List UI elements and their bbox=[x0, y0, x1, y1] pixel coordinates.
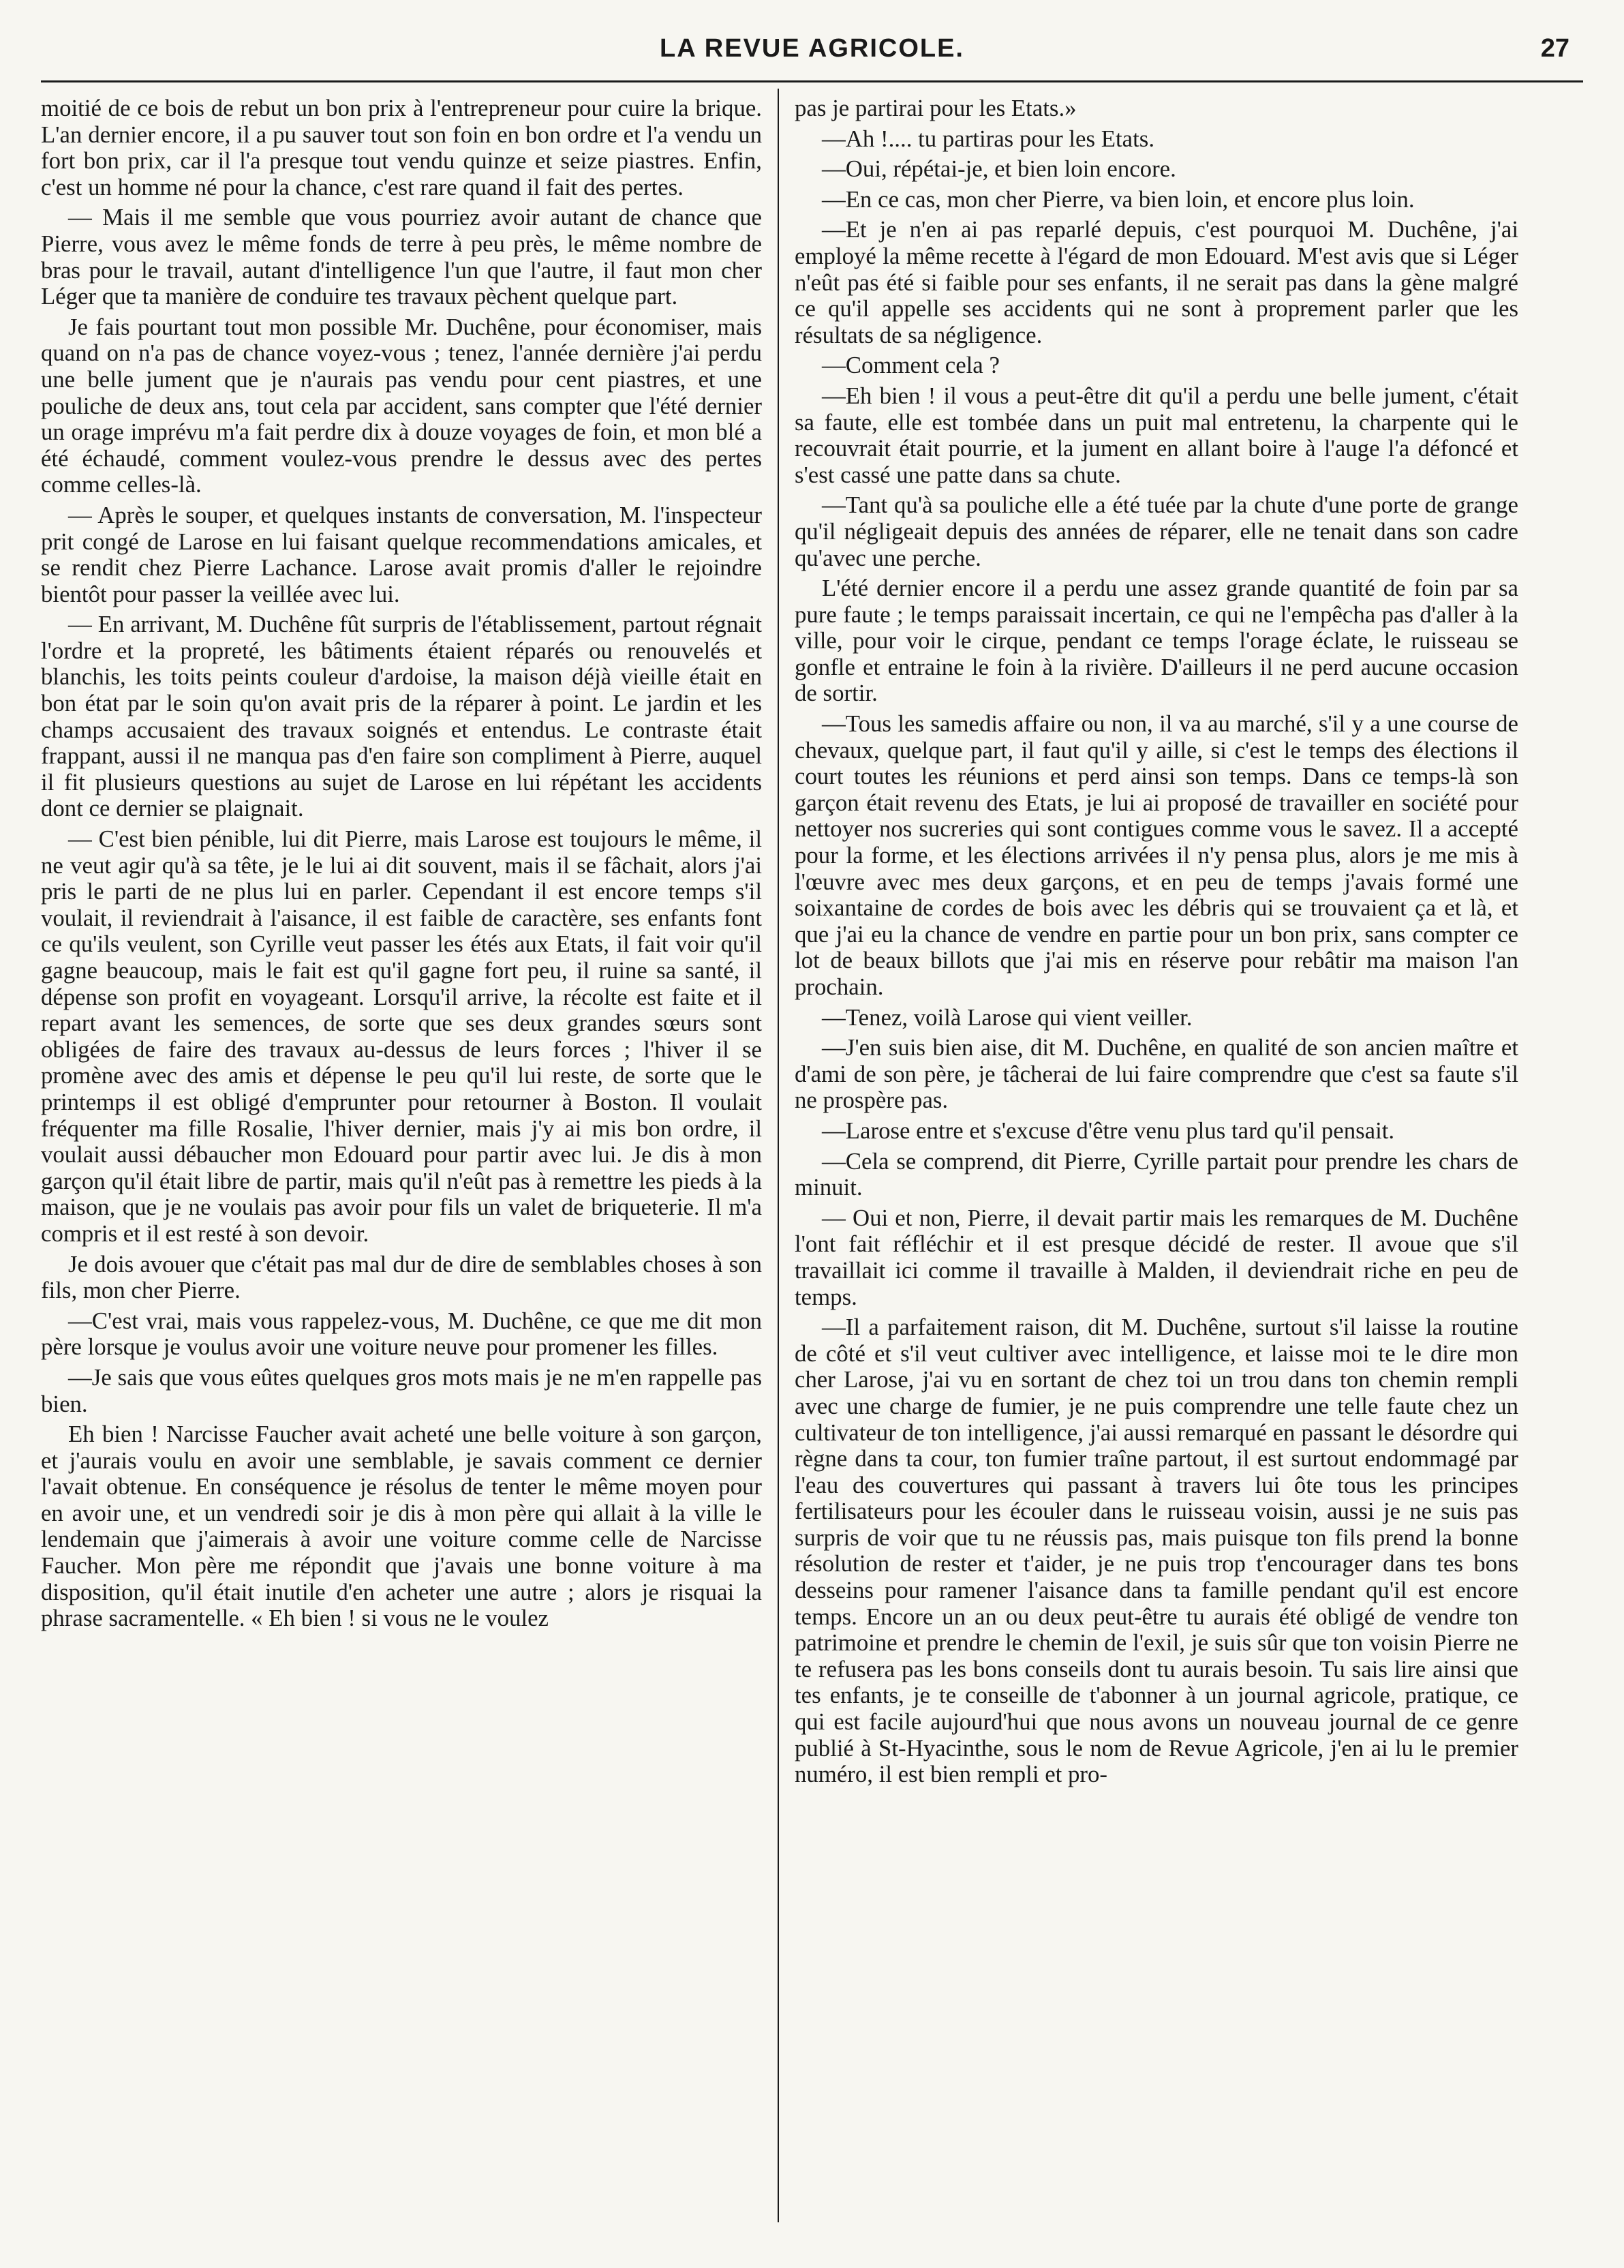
paragraph: moitié de ce bois de rebut un bon prix à l'entrepreneur pour cuire la brique. L'an dernier encore, il a pu sauver tout son foin en bon ordre et l'a vendu un fort bon prix, car il l'a presque tout vendu quinze et seize piastres. Enfin, c'est un homme né pour la chance, c'est rare quand il fait des pertes. bbox=[41, 95, 762, 200]
paragraph: —Oui, répétai-je, et bien loin encore. bbox=[822, 155, 1176, 183]
paragraph: —Cela se comprend, dit Pierre, Cyrille partait pour prendre les chars de minuit. bbox=[795, 1147, 1518, 1201]
paragraph: —Il a parfaitement raison, dit M. Duchêne, surtout s'il laisse la routine de côté et s'il veut cultiver avec intelligence, et laisse moi te le dire mon cher Larose, j'ai vu en sortant de chez toi un trou dans ton chemin rempli avec une charge de fumier, je ne puis comprendre une telle faute chez un cultivateur de ton intelligence, j'ai aussi remarqué en passant le désordre qui règne dans ta cour, ton fumier traîne partout, il est surtout endommagé par l'eau des couvertures qui passant à travers lui ôte tous les principes fertilisateurs pour les écouler dans le ruisseau voisin, aussi je ne suis pas surpris de voir que tu ne réussis pas, mais puisque ton fils prend la bonne résolution de rester et t'aider, je ne puis trop t'encourager dans tes bons desseins pour ramener l'aisance dans ta famille pendant qu'il est encore temps. Encore un an ou deux peut-être tu aurais été obligé de vendre ton patrimoine et prendre le chemin de l'exil, je suis sûr que ton voisin Pierre ne te refusera pas les bons conseils dont tu aurais besoin. Tu sais lire ainsi que tes enfants, je te conseille de t'abonner à un journal agricole, pratique, ce qui est facile aujourd'hui que nous avons un nouveau journal de ce genre publié à St-Hyacinthe, sous le nom de Revue Agricole, j'en ai lu le premier numéro, il est bien rempli et pro- bbox=[795, 1314, 1518, 1788]
page-header bbox=[41, 26, 1583, 82]
paragraph: —Tous les samedis affaire ou non, il va au marché, s'il y a une course de chevaux, quelque part, il faut qu'il y aille, si c'est le temps des élections il court toutes les réunions et perd ainsi son temps. Dans ce temps-là son garçon était revenu des Etats, je lui ai proposé de travailler en société pour nettoyer nos sucreries qui sont contigues comme vous le savez. Il a accepté pour la forme, et les élections arrivées il n'y pensa plus, alors je me mis à l'œuvre avec mes deux garçons, et en peu de temps j'avais formé une soixantaine de cordes de bois avec les débris qui se trouvaient ça et là, et que j'ai eu la chance de vendre en partie pour un bon prix, sans compter ce lot de beaux billots que j'ai mis en réserve pour rebâtir ma maison l'an prochain. bbox=[795, 710, 1518, 1000]
paragraph: — Oui et non, Pierre, il devait partir mais les remarques de M. Duchêne l'ont fait réfléchir et il est presque décidé de rester. Il avoue que s'il travaillait ici comme il travaille à Malden, il deviendrait riche en peu de temps. bbox=[795, 1204, 1518, 1310]
paragraph: —Ah !.... tu partiras pour les Etats. bbox=[822, 125, 1155, 152]
journal-title: LA REVUE AGRICOLE. bbox=[660, 34, 964, 63]
paragraph: —Tant qu'à sa pouliche elle a été tuée par la chute d'une porte de grange qu'il négligeait depuis des années de réparer, elle ne tenait dans son cadre qu'avec une perche. bbox=[795, 492, 1518, 571]
column-divider bbox=[778, 89, 779, 2222]
paragraph: — En arrivant, M. Duchêne fût surpris de l'établissement, partout régnait l'ordre et la propreté, les bâtiments étaient réparés ou renouvelés et blanchis, les toits peints couleur d'ardoise, la maison déjà vieille était en bon état par le soin qu'on avait pris de la réparer à point. Le jardin et les champs accusaient des travaux soignés et entendus. Le contraste était frappant, aussi il ne manqua pas d'en faire son compliment à Pierre, auquel il fit plusieurs questions au sujet de Larose en lui répétant les accidents dont ce dernier se plaignait. bbox=[41, 611, 762, 822]
paragraph: Eh bien ! Narcisse Faucher avait acheté une belle voiture à son garçon, et j'aurais voulu en avoir une semblable, je savais comment ce dernier l'avait obtenue. En conséquence je résolus de tenter le même moyen pour en avoir une, et un vendredi soir je dis à mon père qui allait à la ville le lendemain que j'aimerais à avoir une voiture comme celle de Narcisse Faucher. Mon père me répondit que j'avais une bonne voiture à ma disposition, qu'il était inutile d'en acheter une autre ; alors je risquai la phrase sacramentelle. « Eh bien ! si vous ne le voulez bbox=[41, 1421, 762, 1632]
paragraph: — C'est bien pénible, lui dit Pierre, mais Larose est toujours le même, il ne veut agir qu'à sa tête, je le lui ai dit souvent, mais il se fâchait, alors j'ai pris le parti de ne plus lui en parler. Cependant il est encore temps s'il voulait, il reviendrait à l'aisance, il est faible de caractère, ses enfants font ce qu'ils veulent, son Cyrille veut passer les étés aux Etats, il fait voir qu'il gagne beaucoup, mais le fait est qu'il gagne fort peu, il ruine sa santé, il dépense son profit en voyageant. Lorsqu'il arrive, la récolte est faite et il repart avant les semences, de sorte que ses deux grandes sœurs sont obligées de faire des travaux au-dessus de leurs forces ; l'hiver il se promène avec des amis et dépense le peu qu'il lui reste, de sorte que le printemps il est obligé d'emprunter pour retourner à Boston. Il voulait fréquenter ma fille Rosalie, l'hiver dernier, mais j'y ai mis bon ordre, il voulait aussi débaucher mon Edouard pour partir avec lui. Je dis à mon garçon qu'il était libre de partir, mais qu'il n'eût pas à remettre les pieds à la maison, que je ne voulais pas avoir pour fils un valet de briqueterie. Il m'a compris et il est resté à son devoir. bbox=[41, 826, 762, 1247]
left-column bbox=[41, 95, 762, 2222]
paragraph: —En ce cas, mon cher Pierre, va bien loin, et encore plus loin. bbox=[822, 185, 1415, 213]
paragraph: —Larose entre et s'excuse d'être venu plus tard qu'il pensait. bbox=[822, 1117, 1395, 1144]
paragraph: —Tenez, voilà Larose qui vient veiller. bbox=[822, 1003, 1193, 1031]
paragraph: —Et je n'en ai pas reparlé depuis, c'est pourquoi M. Duchêne, j'ai employé la même recette à l'égard de mon Edouard. M'est avis que si Léger n'eût pas été si faible pour ses enfants, il ne serait pas dans la gène malgré ce qu'il appelle ses accidents qui ne sont à proprement parler que les résultats de sa négligence. bbox=[795, 216, 1518, 348]
paragraph: Je fais pourtant tout mon possible Mr. Duchêne, pour économiser, mais quand on n'a pas de chance voyez-vous ; tenez, l'année dernière j'ai perdu une belle jument que je n'aurais pas vendu pour cent piastres, et une pouliche de deux ans, tout cela par accident, sans compter que l'été dernier un orage imprévu m'a fait perdre dix à douze voyages de foin, et mon blé a été échaudé, comment voulez-vous prendre le dessus avec des pertes comme celles-là. bbox=[41, 313, 762, 498]
paragraph: —Comment cela ? bbox=[822, 352, 1000, 379]
page-number: 27 bbox=[1540, 34, 1569, 63]
paragraph: —J'en suis bien aise, dit M. Duchêne, en qualité de son ancien maître et d'ami de son père, je tâcherai de lui faire comprendre que c'est sa faute s'il ne prospère pas. bbox=[795, 1034, 1518, 1114]
paragraph: pas je partirai pour les Etats.» bbox=[795, 95, 1077, 121]
paragraph: — Après le souper, et quelques instants de conversation, M. l'inspecteur prit congé de Larose en lui faisant quelque recommendations amicales, et se rendit chez Pierre Lachance. Larose avait promis d'aller le rejoindre bientôt pour passer la veillée avec lui. bbox=[41, 501, 762, 607]
paragraph: Je dois avouer que c'était pas mal dur de dire de semblables choses à son fils, mon cher Pierre. bbox=[41, 1250, 762, 1304]
paragraph: — Mais il me semble que vous pourriez avoir autant de chance que Pierre, vous avez le même fonds de terre à peu près, le même nombre de bras pour le travail, autant d'intelligence l'un que l'autre, il faut mon cher Léger que ta manière de conduire tes travaux pèchent quelque part. bbox=[41, 204, 762, 310]
right-column bbox=[795, 95, 1518, 2222]
paragraph: L'été dernier encore il a perdu une assez grande quantité de foin par sa pure faute ; le temps paraissait incertain, ce qui ne l'empêcha pas d'aller à la ville, pour voir le cirque, pendant ce temps l'orage éclate, le ruisseau se gonfle et entraine le foin à la rivière. D'ailleurs il ne perd aucune occasion de sortir. bbox=[795, 575, 1518, 707]
paragraph: —Je sais que vous eûtes quelques gros mots mais je ne m'en rappelle pas bien. bbox=[41, 1363, 762, 1417]
paragraph: —C'est vrai, mais vous rappelez-vous, M. Duchêne, ce que me dit mon père lorsque je voulus avoir une voiture neuve pour promener les filles. bbox=[41, 1307, 762, 1361]
paragraph: —Eh bien ! il vous a peut-être dit qu'il a perdu une belle jument, c'était sa faute, elle est tombée dans un puit mal entretenu, la charpente qui le recouvrait était pourrie, et la jument en allant boire à l'auge l'a défoncé et s'est cassé une patte dans sa chute. bbox=[795, 382, 1518, 488]
